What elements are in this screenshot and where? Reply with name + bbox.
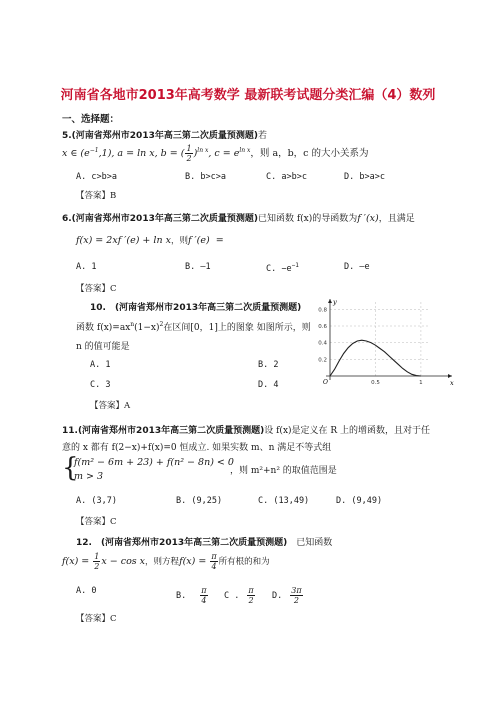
q5-option-c: C. a>b>c xyxy=(266,172,307,182)
x-axis-arrow xyxy=(448,374,452,378)
left-brace: { xyxy=(62,453,79,483)
q12-eq-tail: 所有根的和为 xyxy=(218,557,270,567)
q11-option-d: D. (9,49) xyxy=(336,496,383,506)
q5-answer: 【答案】B xyxy=(76,191,117,201)
q10-sup: n xyxy=(130,321,135,328)
q12-eq: x − cos x xyxy=(101,556,146,567)
q10-source xyxy=(90,300,301,313)
q5-option-a: A. c>b>a xyxy=(76,172,117,182)
q10-line2: n 的值可能是 xyxy=(76,342,130,352)
q10-text: 函数 f(x)=ax xyxy=(76,323,131,333)
q6-ask-tail: = xyxy=(215,235,224,246)
fraction-denominator: 2 xyxy=(94,562,100,571)
q11-option-b: B. (9,25) xyxy=(176,496,223,506)
q12-option-c-label: C . xyxy=(224,591,240,601)
q6-eq-tail: ，则 xyxy=(170,236,188,246)
y-axis-label: y xyxy=(333,298,337,306)
q11-option-a: A. (3,7) xyxy=(76,496,117,506)
q6-eq: f(x) = 2xf ′(e) + ln x xyxy=(76,235,171,246)
q11-answer: 【答案】C xyxy=(76,517,117,527)
q6-option-c-sup: −1 xyxy=(291,262,299,269)
q12-equation xyxy=(62,552,270,571)
y-tick-label: 0.4 xyxy=(318,340,327,347)
q5-half-fraction xyxy=(185,144,192,163)
fraction-numerator: π xyxy=(211,552,217,561)
q5-cond-part: , c = e xyxy=(208,148,240,159)
q10-line1 xyxy=(76,320,311,333)
q12-option-b-label: B. xyxy=(176,591,187,601)
q6-equation xyxy=(76,234,224,246)
q5-cond-part: x ∈ (e xyxy=(62,148,90,159)
q12-option-d xyxy=(272,586,304,605)
x-axis-label: x xyxy=(450,379,454,386)
y-axis-arrow xyxy=(328,299,332,303)
fraction-numerator: 1 xyxy=(94,552,100,561)
fraction-numerator: π xyxy=(201,586,207,595)
q12-source: 12. (河南省郑州市2013年高三第二次质量预测题) xyxy=(76,538,288,548)
q12-tail: 已知函数 xyxy=(287,538,333,548)
q11-line2: 意的 x 都有 f(2−x)+f(x)=0 恒成立. 如果实数 m、n 满足不等式组 xyxy=(62,443,332,453)
q10-source-text: 10. (河南省郑州市2013年高三第二次质量预测题) xyxy=(90,303,302,313)
y-tick-label: 0.8 xyxy=(318,307,327,314)
fraction-numerator: 3π xyxy=(291,586,302,595)
q6-ask: f ′(e) xyxy=(187,235,210,246)
q10-option-a: A. 1 xyxy=(90,360,111,370)
q10-option-b: B. 2 xyxy=(258,360,279,370)
fraction-numerator: 1 xyxy=(186,144,192,153)
document-title: 河南省各地市2013年高考数学 最新联考试题分类汇编（4）数列 xyxy=(60,88,436,103)
q5-cond-part: ，则 a，b，c 的大小关系为 xyxy=(250,148,369,159)
q5-source: 5.(河南省郑州市2013年高三第二次质量预测题) xyxy=(62,131,258,141)
graph-tick-labels xyxy=(318,298,454,386)
q12-option-d-label: D. xyxy=(272,591,283,601)
x-tick-label: 1 xyxy=(419,380,423,386)
fraction-denominator: 2 xyxy=(248,596,254,605)
q6-stem xyxy=(62,211,415,224)
fraction-denominator: 2 xyxy=(186,154,192,163)
q6-source: 6.(河南省郑州市2013年高三第二次质量预测题) xyxy=(62,214,258,224)
q11-inequality-1: f(m² − 6m + 23) + f(n² − 8n) < 0 xyxy=(74,457,234,468)
q6-tail: ，且满足 xyxy=(378,214,415,224)
q5-stem xyxy=(62,128,267,141)
q12-eq: f(x) = xyxy=(179,556,210,567)
q12-eq: f(x) = xyxy=(62,556,93,567)
graph-grid xyxy=(330,301,430,376)
q5-cond-sup: −1 xyxy=(89,146,99,154)
fraction-denominator: 4 xyxy=(211,562,217,571)
q11-source: 11.(河南省郑州市2013年高三第二次质量预测题) xyxy=(62,426,265,436)
section-heading: 一、选择题： xyxy=(62,114,120,125)
q12-eq-tail: ，则方程 xyxy=(145,557,180,567)
q12-option-c-fraction xyxy=(247,586,254,605)
fraction-denominator: 2 xyxy=(293,596,299,605)
q5-tail: 若 xyxy=(257,131,267,141)
q6-option-c-text: C. −e xyxy=(266,263,292,274)
q12-half-fraction xyxy=(93,552,100,571)
fraction-denominator: 4 xyxy=(201,596,207,605)
q5-condition xyxy=(62,144,369,163)
q12-option-c xyxy=(224,586,256,605)
q10-sup: 2 xyxy=(159,321,164,328)
q10-answer: 【答案】A xyxy=(90,401,131,411)
fraction-numerator: π xyxy=(248,586,254,595)
q5-cond-part: ) xyxy=(193,148,198,159)
q12-pi-quarter xyxy=(210,552,217,571)
q11-option-c: C. (13,49) xyxy=(258,496,310,506)
q11-inequality-2: m > 3 xyxy=(74,471,104,482)
q10-text: (1−x) xyxy=(134,323,160,333)
q11-stem xyxy=(62,423,430,436)
q6-option-d: D. —e xyxy=(344,262,370,272)
q12-stem xyxy=(76,535,332,548)
q12-option-b-fraction xyxy=(200,586,207,605)
graph-axes xyxy=(326,299,452,380)
q10-text: 在区间[0，1]上的图象 如图所示，则 xyxy=(163,323,311,333)
q11-tail: 设 f(x)是定义在 R 上的增函数，且对于任 xyxy=(264,426,431,436)
q5-cond-part: ,1), a = ln x, b = ( xyxy=(98,148,185,159)
q5-option-b: B. b>c>a xyxy=(185,172,226,182)
q6-option-c xyxy=(266,262,299,274)
q6-option-b: B. —1 xyxy=(185,262,211,272)
q12-option-d-fraction xyxy=(290,586,302,605)
q10-option-c: C. 3 xyxy=(90,380,111,390)
origin-label: O xyxy=(323,379,328,386)
q10-graph xyxy=(308,296,456,386)
q5-cond-sup: ln x xyxy=(197,146,209,154)
q12-option-a: A. 0 xyxy=(76,586,97,596)
q5-cond-sup: ln x xyxy=(239,146,251,154)
q11-system-tail: ，则 m²+n² 的取值范围是 xyxy=(230,466,337,476)
y-tick-label: 0.2 xyxy=(318,357,327,364)
q12-option-b xyxy=(176,586,209,605)
q10-option-d: D. 4 xyxy=(258,380,279,390)
q5-option-d: D. b>a>c xyxy=(344,172,385,182)
q6-fprime: f ′(x) xyxy=(357,213,379,224)
q6-answer: 【答案】C xyxy=(76,284,117,294)
q6-tail: 已知函数 f(x)的导函数为 xyxy=(257,214,358,224)
q12-answer: 【答案】C xyxy=(76,614,117,624)
x-tick-label: 0.5 xyxy=(371,380,380,386)
q6-option-a: A. 1 xyxy=(76,262,97,272)
y-tick-label: 0.6 xyxy=(318,324,327,330)
